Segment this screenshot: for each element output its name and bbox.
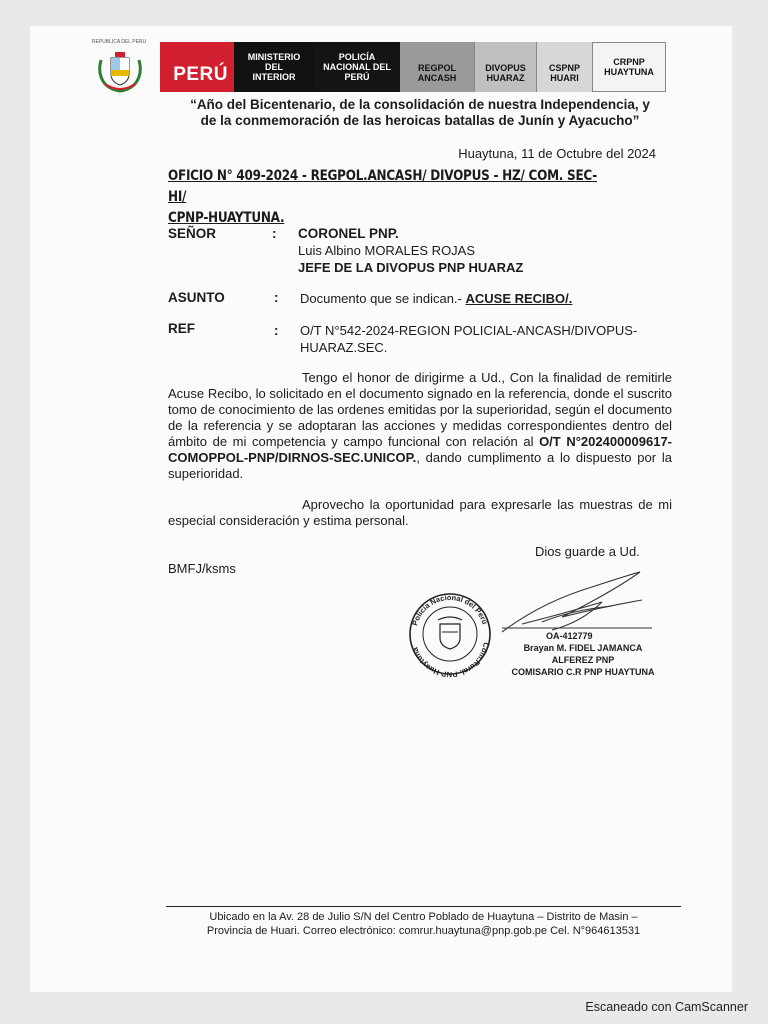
senor-name: Luis Albino MORALES ROJAS bbox=[298, 243, 476, 258]
p1-text: Tengo el honor de dirigirme a Ud., Con la finalidad de remitirle Acuse Recibo, lo solicitado en el documento signado en la referencia, donde el suscrito tomo de conocimiento de las ordenes emitidas por la superioridad, según el documento de la referencia y se adoptaran las acciones y medidas correspondientes dentro del ámbito de mi competencia y campo funcional con relación al bbox=[168, 370, 672, 449]
signature-name: Brayan M. FIDEL JAMANCA bbox=[523, 643, 643, 653]
round-stamp-icon bbox=[410, 593, 491, 679]
body-paragraph-2 bbox=[168, 497, 672, 529]
banner-crpnp: CRPNP HUAYTUNA bbox=[592, 42, 666, 92]
signature-rank: ALFEREZ PNP bbox=[551, 655, 615, 665]
asunto-colon: : bbox=[274, 290, 279, 305]
footer-line-2: Provincia de Huari. Correo electrónico: comrur.huaytuna@pnp.gob.pe Cel. N°964613531 bbox=[206, 925, 641, 937]
document-title bbox=[168, 166, 615, 229]
banner-cspnp: CSPNP HUARI bbox=[536, 42, 592, 92]
senor-rank: CORONEL PNP. bbox=[298, 226, 399, 241]
p2-text: Aprovecho la oportunidad para expresarle las muestras de mi especial consideración y estima personal. bbox=[168, 497, 672, 528]
peru-coat-of-arms-icon bbox=[91, 39, 147, 94]
title-line-2: CPNP-HUAYTUNA. bbox=[168, 210, 285, 226]
banner-ministerio: MINISTERIO DEL INTERIOR bbox=[234, 42, 314, 92]
banner-regpol: REGPOL ANCASH bbox=[400, 42, 474, 92]
asunto-value bbox=[300, 291, 572, 307]
senor-position: JEFE DE LA DIVOPUS PNP HUARAZ bbox=[298, 260, 524, 275]
p1-tail: , dando cumplimento a lo dispuesto por la superioridad. bbox=[168, 450, 672, 481]
signature-cip: OA-412779 bbox=[546, 631, 593, 641]
year-motto bbox=[160, 97, 680, 129]
ref-line-1: O/T N°542-2024-REGION POLICIAL-ANCASH/DIVOPUS- bbox=[300, 323, 638, 338]
svg-text:Com.Rural. PNP Huaytuna bbox=[410, 642, 491, 679]
asunto-bold: ACUSE RECIBO/. bbox=[465, 291, 573, 306]
title-line-1: OFICIO N° 409-2024 - REGPOL.ANCASH/ DIVOPUS - HZ/ COM. SEC- HI/ bbox=[168, 168, 598, 205]
signature-role: COMISARIO C.R PNP HUAYTUNA bbox=[511, 667, 655, 677]
emblem-caption: REPUBLICA DEL PERU bbox=[91, 39, 147, 45]
closing: Dios guarde a Ud. bbox=[535, 544, 640, 559]
ref-label: REF bbox=[168, 321, 195, 336]
signature-text bbox=[498, 630, 668, 678]
document-date: Huaytuna, 11 de Octubre del 2024 bbox=[458, 146, 656, 161]
banner-divopus: DIVOPUS HUARAZ bbox=[474, 42, 536, 92]
scanner-watermark: Escaneado con CamScanner bbox=[585, 1000, 748, 1014]
svg-text:Policía Nacional del Perú bbox=[410, 593, 489, 627]
motto-line-1: “Año del Bicentenario, de la consolidación de nuestra Independencia, y bbox=[190, 97, 650, 112]
asunto-label: ASUNTO bbox=[168, 290, 225, 305]
banner-peru: PERÚ bbox=[160, 42, 234, 92]
footer-line-1: Ubicado en la Av. 28 de Julio S/N del Centro Poblado de Huaytuna – Distrito de Masin – bbox=[209, 911, 638, 923]
senor-colon: : bbox=[272, 226, 277, 241]
ref-colon: : bbox=[274, 323, 279, 338]
banner-policia: POLICÍA NACIONAL DEL PERÚ bbox=[314, 42, 400, 92]
document-footer bbox=[166, 906, 681, 938]
initials: BMFJ/ksms bbox=[168, 561, 236, 576]
stamp-bottom-text: Com.Rural. PNP Huaytuna bbox=[410, 641, 491, 680]
stamp-top-text: Policía Nacional del Perú bbox=[410, 592, 490, 627]
asunto-text: Documento que se indican.- bbox=[300, 291, 466, 306]
handwritten-signature-icon bbox=[502, 572, 652, 632]
ref-line-2: HUARAZ.SEC. bbox=[300, 340, 388, 355]
senor-label: SEÑOR bbox=[168, 226, 217, 241]
motto-line-2: de la conmemoración de las heroicas batallas de Junín y Ayacucho” bbox=[200, 113, 640, 128]
body-paragraph-1 bbox=[168, 370, 672, 482]
p1-order-number: O/T N°202400009617-COMOPPOL-PNP/DIRNOS-SEC.UNICOP. bbox=[168, 434, 673, 465]
institution-banner bbox=[160, 42, 666, 92]
